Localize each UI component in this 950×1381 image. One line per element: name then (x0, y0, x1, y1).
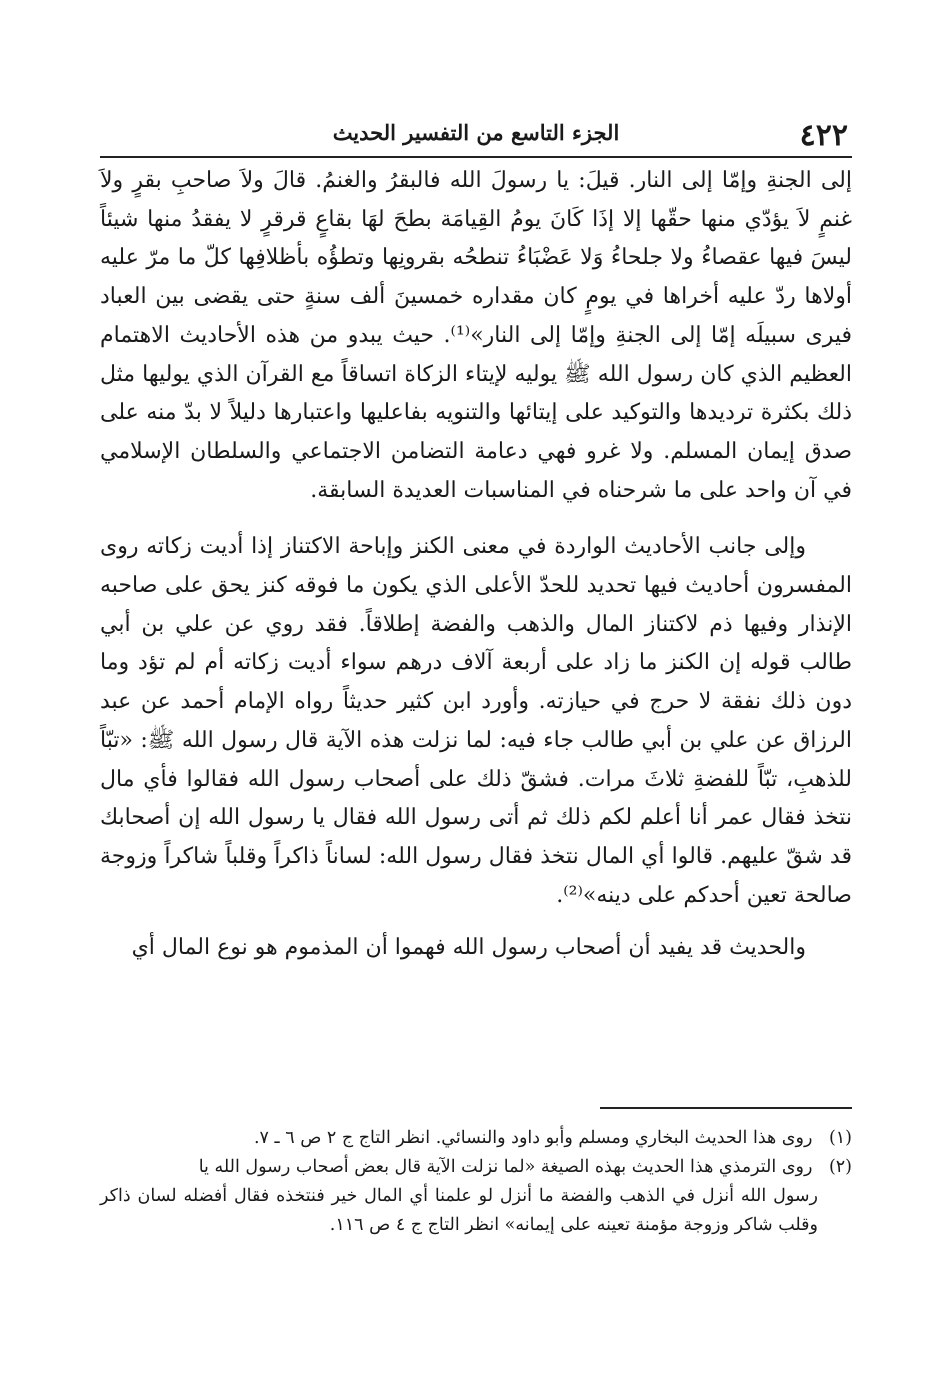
page-header (100, 112, 852, 158)
footnote-marker: (١) (828, 1128, 852, 1148)
paragraph-2: وإلى جانب الأحاديث الواردة في معنى الكنز وإباحة الاكتناز إذا أديت زكاته روى المفسرون أحاديث فيها تحديد للحدّ الأعلى الذي يكون ما فوقه كنز يحق على صاحبه الإنذار وفيها ذم لاكتناز المال والذهب والفضة إطلاقاً. فقد روي عن علي بن أبي طالب قوله إن الكنز ما زاد على أربعة آلاف درهم سواء أديت زكاته أم لم تؤد وما دون ذلك نفقة لا حرج في حيازته. وأورد ابن كثير حديثاً رواه الإمام أحمد عن عبد الرزاق عن علي بن أبي طالب جاء فيه: لما نزلت هذه الآية قال رسول الله ﷺ: «تبّاً للذهبِ، تبّاً للفضةِ ثلاثَ مرات. فشقّ ذلك على أصحاب رسول الله فقالوا فأي مال نتخذ فقال عمر أنا أعلم لكم ذلك ثم أتى رسول الله فقال يا رسول الله إن أصحابك قد شقّ عليهم. قالوا أي المال نتخذ فقال رسول الله: لساناً ذاكراً وقلباً شاكراً وزوجة صالحة تعين أحدكم على دينه»⁽²⁾. (100, 534, 852, 908)
paragraph-1: إلى الجنةِ وإمّا إلى النار. قيلَ: يا رسولَ الله فالبقرُ والغنمُ. قالَ ولاَ صاحبِ بقرٍ ولاَ غنمٍ لاَ يؤدّي منها حقّها إلا إذَا كَانَ يومُ القِيامَة بطحَ لهَا بقاعٍ قرقرٍ لا يفقدُ منها شيئاً ليسَ فيها عقصاءُ ولا جلحاءُ وَلا عَضْبَاءُ تنطحُه بقرونِها وتطؤُه بأظلافِها كلّ ما مرّ عليه أولاها ردّ عليه أخراها في يومٍ كان مقداره خمسينَ ألف سنةٍ حتى يقضى بين العباد فيرى سبيلَه إمّا إلى الجنةِ وإمّا إلى النار»⁽¹⁾. حيث يبدو من هذه الأحاديث الاهتمام العظيم الذي كان رسول الله ﷺ يوليه لإيتاء الزكاة اتساقاً مع القرآن الذي يوليها مثل ذلك بكثرة ترديدها والتوكيد على إيتائها والتنويه بفاعليها واعتبارها دليلاً لا بدّ منه على صدق إيمان المسلم. ولا غرو فهي دعامة التضامن الاجتماعي والسلطان الإسلامي في آن واحد على ما شرحناه في المناسبات العديدة السابقة. (100, 168, 853, 503)
footnote-separator (600, 1107, 852, 1109)
footnote-2-continuation: رسول الله أنزل في الذهب والفضة ما أنزل لو علمنا أي المال خير فنتخذه فقال أفضله لسان ذاكر وقلب شاكر وزوجة مؤمنة تعينه على إيمانه» انظر التاج ج ٤ ص ١١٦. (100, 1186, 818, 1235)
footnote-text: روى الترمذي هذا الحديث بهذه الصيغة «لما نزلت الآية قال بعض أصحاب رسول الله يا (198, 1157, 813, 1177)
footnote-text: روى هذا الحديث البخاري ومسلم وأبو داود والنسائي. انظر التاج ج ٢ ص ٦ ـ ٧. (253, 1128, 813, 1148)
running-title: الجزء التاسع من التفسير الحديث (332, 120, 620, 145)
footnote-1 (100, 1124, 852, 1153)
page-number: ٤٢٢ (799, 118, 848, 153)
paragraph-3: والحديث قد يفيد أن أصحاب رسول الله فهموا أن المذموم هو نوع المال أي (131, 935, 806, 961)
footnotes (100, 1124, 852, 1240)
footnote-marker: (٢) (828, 1157, 852, 1177)
footnote-2 (100, 1153, 852, 1182)
main-text (100, 162, 852, 968)
